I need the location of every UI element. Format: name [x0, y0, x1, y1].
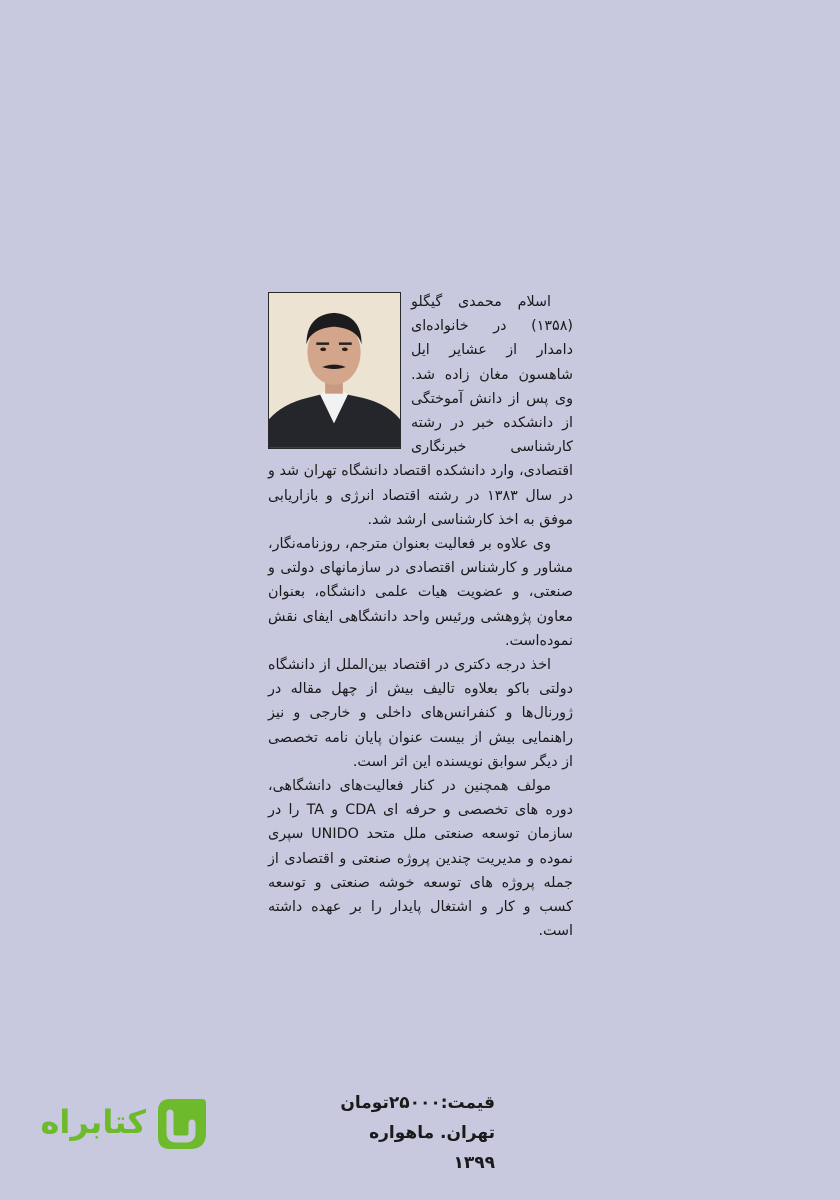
ketabrah-logo-icon [152, 1093, 210, 1155]
author-portrait-image [269, 293, 400, 448]
bio-paragraph-4: مولف همچنین در کنار فعالیت‌های دانشگاهی، دوره های تخصصی و حرفه ای CDA و TA را در سازمان توسعه صنعتی ملل متحد UNIDO سپری نموده و مدیریت چندین پروژه صنعتی و اقتصادی از جمله پروژه های توسعه خوشه صنعتی و توسعه کسب و کار و اشتغال پایدار را بر عهده داشته است. [268, 778, 574, 940]
ketabrah-logo-text: کتابراه [40, 1103, 146, 1141]
publish-info: تهران. ماهواره ۱۳۹۹ [369, 1123, 495, 1173]
bio-paragraph-3: اخذ درجه دکتری در اقتصاد بین‌الملل از دانشگاه دولتی باکو بعلاوه تالیف بیش از چهل مقاله در ژورنال‌ها و کنفرانس‌های داخلی و خارجی و نیز راهنمایی بیش از بیست عنوان پایان نامه تخصصی از دیگر سوابق نویسنده این اثر است. [268, 657, 573, 770]
price-block [340, 1088, 495, 1178]
bio-paragraph-1: اسلام محمدی گیگلو (۱۳۵۸) در خانواده‌ای دامدار از عشایر ایل شاهسون مغان زاده شد. وی پس از دانش آموختگی از دانشکده خبر در رشته کارشناسی خبرنگاری اقتصادی، وارد دانشکده اقتصاد دانشگاه تهران شد و در سال ۱۳۸۳ در رشته اقتصاد انرژی و بازاریابی موفق به اخذ کارشناسی ارشد شد. [268, 294, 574, 528]
author-bio [268, 290, 573, 943]
bio-paragraph-2: وی علاوه بر فعالیت بعنوان مترجم، روزنامه‌نگار، مشاور و کارشناس اقتصادی در سازمانهای دولتی و صنعتی، و عضویت هیات علمی دانشگاه، بعنوان معاون پژوهشی ورئیس واحد دانشگاهی ایفای نقش نموده‌است. [268, 536, 573, 649]
author-photo [268, 292, 401, 449]
ketabrah-logo [40, 1093, 212, 1158]
price-label: قیمت:۲۵۰۰۰تومان [340, 1093, 495, 1113]
